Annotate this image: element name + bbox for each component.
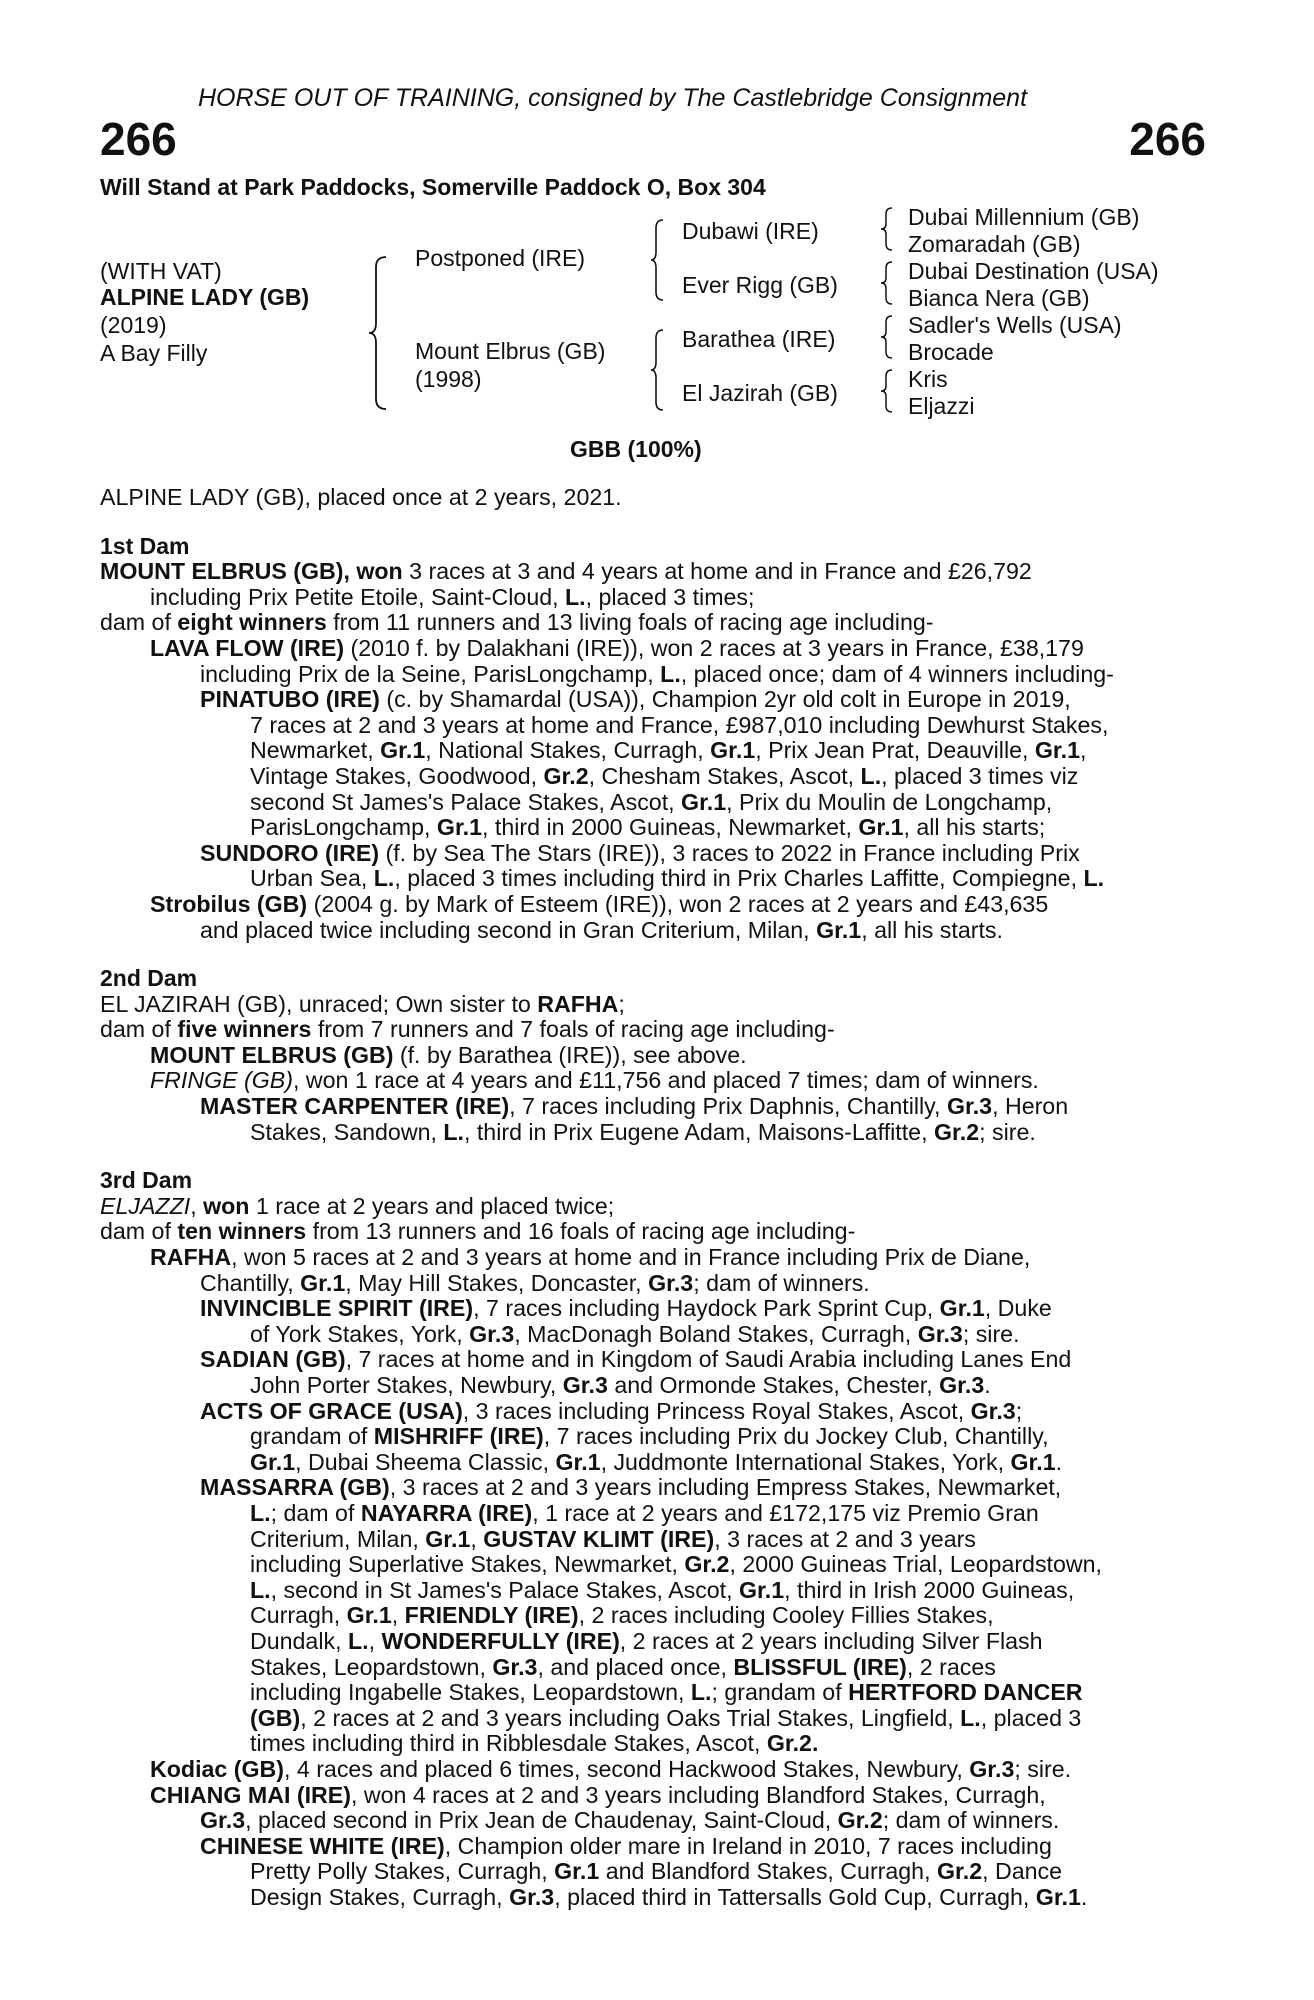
dam-line: ELJAZZI, won 1 race at 2 years and placed twice;	[100, 1192, 615, 1219]
produce-entry-cont: Stakes, Leopardstown, Gr.3, and placed once, BLISSFUL (IRE), 2 races	[250, 1653, 996, 1680]
produce-entry: MASSARRA (GB), 3 races at 2 and 3 years including Empress Stakes, Newmarket,	[200, 1474, 1062, 1501]
produce-entry-cont: Urban Sea, L., placed 3 times including third in Prix Charles Laffitte, Compiegne, L.	[250, 865, 1105, 892]
sire-dam: Ever Rigg (GB)	[682, 272, 838, 298]
produce-entry-cont: ParisLongchamp, Gr.1, third in 2000 Guineas, Newmarket, Gr.1, all his starts;	[250, 814, 1046, 841]
produce-entry-cont: Chantilly, Gr.1, May Hill Stakes, Doncaster, Gr.3; dam of winners.	[200, 1269, 870, 1296]
gg-3: Dubai Destination (USA)	[908, 258, 1159, 284]
produce-entry: SADIAN (GB), 7 races at home and in Kingdom of Saudi Arabia including Lanes End	[200, 1346, 1072, 1373]
produce-entry-cont: Gr.1, Dubai Sheema Classic, Gr.1, Juddmonte International Stakes, York, Gr.1.	[250, 1448, 1063, 1475]
horse-name: ALPINE LADY (GB)	[100, 284, 310, 310]
produce-entry: ACTS OF GRACE (USA), 3 races including Princess Royal Stakes, Ascot, Gr.3;	[200, 1397, 1023, 1424]
section-heading-2nd-dam: 2nd Dam	[100, 965, 198, 992]
lot-number-left: 266	[100, 113, 177, 165]
pedigree-brace-dam	[650, 328, 666, 412]
produce-entry: LAVA FLOW (IRE) (2010 f. by Dalakhani (IRE)), won 2 races at 3 years in France, £38,179	[150, 634, 1084, 661]
dam-dam: El Jazirah (GB)	[682, 380, 838, 406]
vat-label: (WITH VAT)	[100, 258, 222, 284]
intro-line: ALPINE LADY (GB), placed once at 2 years, 2021.	[100, 484, 622, 510]
produce-entry-cont: times including third in Ribblesdale Stakes, Ascot, Gr.2.	[250, 1730, 819, 1757]
dam-sire: Barathea (IRE)	[682, 326, 836, 352]
produce-entry-cont: L., second in St James's Palace Stakes, Ascot, Gr.1, third in Irish 2000 Guineas,	[250, 1576, 1075, 1603]
produce-entry: CHIANG MAI (IRE), won 4 races at 2 and 3 years including Blandford Stakes, Curragh,	[150, 1781, 1046, 1808]
horse-description: A Bay Filly	[100, 340, 208, 366]
section-heading-3rd-dam: 3rd Dam	[100, 1167, 193, 1194]
produce-entry-cont: Criterium, Milan, Gr.1, GUSTAV KLIMT (IRE), 3 races at 2 and 3 years	[250, 1525, 976, 1552]
produce-entry-cont: including Ingabelle Stakes, Leopardstown, L.; grandam of HERTFORD DANCER	[250, 1679, 1083, 1706]
produce-entry-cont: Gr.3, placed second in Prix Jean de Chaudenay, Saint-Cloud, Gr.2; dam of winners.	[200, 1807, 1060, 1834]
produce-entry-cont: Pretty Polly Stakes, Curragh, Gr.1 and Blandford Stakes, Curragh, Gr.2, Dance	[250, 1858, 1063, 1885]
produce-entry-cont: Dundalk, L., WONDERFULLY (IRE), 2 races at 2 years including Silver Flash	[250, 1627, 1043, 1654]
produce-entry-cont: 7 races at 2 and 3 years at home and France, £987,010 including Dewhurst Stakes,	[250, 711, 1109, 738]
pedigree-brace-g2	[880, 260, 894, 306]
gg-1: Dubai Millennium (GB)	[908, 204, 1140, 230]
produce-entry-cont: John Porter Stakes, Newbury, Gr.3 and Ormonde Stakes, Chester, Gr.3.	[250, 1372, 991, 1398]
lot-number-right: 266	[1129, 113, 1206, 165]
catalogue-header: HORSE OUT OF TRAINING, consigned by The Castlebridge Consignment	[198, 84, 1028, 112]
gg-2: Zomaradah (GB)	[908, 231, 1081, 257]
produce-entry: MASTER CARPENTER (IRE), 7 races including Prix Daphnis, Chantilly, Gr.3, Heron	[200, 1093, 1069, 1120]
pedigree-brace-g4	[880, 368, 894, 414]
produce-entry-cont: including Superlative Stakes, Newmarket, Gr.2, 2000 Guineas Trial, Leopardstown,	[250, 1551, 1102, 1578]
horse-year: (2019)	[100, 312, 167, 338]
stand-location: Will Stand at Park Paddocks, Somerville Paddock O, Box 304	[100, 174, 766, 200]
pedigree-brace-main	[368, 255, 392, 411]
produce-entry-cont: Design Stakes, Curragh, Gr.3, placed third in Tattersalls Gold Cup, Curragh, Gr.1.	[250, 1883, 1088, 1910]
produce-entry-cont: Newmarket, Gr.1, National Stakes, Curragh, Gr.1, Prix Jean Prat, Deauville, Gr.1,	[250, 737, 1087, 764]
produce-entry: SUNDORO (IRE) (f. by Sea The Stars (IRE)), 3 races to 2022 in France including Prix	[200, 839, 1080, 866]
dam-produce-line: dam of five winners from 7 runners and 7 foals of racing age including-	[100, 1016, 835, 1043]
pedigree-brace-g3	[880, 314, 894, 360]
produce-entry: Strobilus (GB) (2004 g. by Mark of Esteem (IRE)), won 2 races at 2 years and £43,635	[150, 890, 1049, 917]
produce-entry: PINATUBO (IRE) (c. by Shamardal (USA)), Champion 2yr old colt in Europe in 2019,	[200, 686, 1071, 713]
produce-entry: RAFHA, won 5 races at 2 and 3 years at home and in France including Prix de Diane,	[150, 1244, 1031, 1271]
produce-entry-cont: and placed twice including second in Gran Criterium, Milan, Gr.1, all his starts.	[200, 916, 1003, 943]
sire-name: Postponed (IRE)	[415, 245, 586, 271]
produce-entry-cont: including Prix de la Seine, ParisLongchamp, L., placed once; dam of 4 winners including-	[200, 660, 1114, 687]
produce-entry: Kodiac (GB), 4 races and placed 6 times, second Hackwood Stakes, Newbury, Gr.3; sire.	[150, 1755, 1072, 1782]
produce-entry-cont: grandam of MISHRIFF (IRE), 7 races including Prix du Jockey Club, Chantilly,	[250, 1423, 1049, 1450]
dam-produce-line: dam of ten winners from 13 runners and 16 foals of racing age including-	[100, 1218, 856, 1245]
dam-produce-line: dam of eight winners from 11 runners and 13 living foals of racing age including-	[100, 609, 934, 636]
dam-line: MOUNT ELBRUS (GB), won 3 races at 3 and 4 years at home and in France and £26,792	[100, 558, 1032, 585]
section-heading-1st-dam: 1st Dam	[100, 532, 190, 559]
sire-sire: Dubawi (IRE)	[682, 218, 819, 244]
produce-entry: MOUNT ELBRUS (GB) (f. by Barathea (IRE)), see above.	[150, 1041, 747, 1068]
produce-entry-cont: of York Stakes, York, Gr.3, MacDonagh Boland Stakes, Curragh, Gr.3; sire.	[250, 1320, 1020, 1347]
produce-entry-cont: second St James's Palace Stakes, Ascot, Gr.1, Prix du Moulin de Longchamp,	[250, 788, 1053, 815]
gg-6: Brocade	[908, 339, 994, 365]
dam-line: EL JAZIRAH (GB), unraced; Own sister to RAFHA;	[100, 990, 625, 1017]
dam-year: (1998)	[415, 366, 482, 392]
produce-entry: FRINGE (GB), won 1 race at 4 years and £11,756 and placed 7 times; dam of winners.	[150, 1067, 1039, 1094]
produce-entry-cont: (GB), 2 races at 2 and 3 years including Oaks Trial Stakes, Lingfield, L., placed 3	[250, 1704, 1082, 1731]
dam-name: Mount Elbrus (GB)	[415, 338, 606, 364]
produce-entry-cont: Vintage Stakes, Goodwood, Gr.2, Chesham Stakes, Ascot, L., placed 3 times viz	[250, 762, 1079, 789]
produce-entry: INVINCIBLE SPIRIT (IRE), 7 races including Haydock Park Sprint Cup, Gr.1, Duke	[200, 1295, 1052, 1322]
gg-5: Sadler's Wells (USA)	[908, 312, 1122, 338]
produce-entry-cont: L.; dam of NAYARRA (IRE), 1 race at 2 years and £172,175 viz Premio Gran	[250, 1499, 1039, 1526]
gg-4: Bianca Nera (GB)	[908, 285, 1090, 311]
catalogue-body	[100, 485, 1206, 1910]
gg-8: Eljazzi	[908, 393, 975, 419]
pedigree-brace-g1	[880, 206, 894, 252]
inbreeding-label: GBB (100%)	[570, 436, 702, 462]
pedigree-brace-sire	[650, 218, 666, 302]
gg-7: Kris	[908, 366, 948, 392]
produce-entry-cont: Stakes, Sandown, L., third in Prix Eugene Adam, Maisons-Laffitte, Gr.2; sire.	[250, 1118, 1036, 1145]
produce-entry: CHINESE WHITE (IRE), Champion older mare in Ireland in 2010, 7 races including	[200, 1832, 1052, 1859]
produce-entry-cont: Curragh, Gr.1, FRIENDLY (IRE), 2 races including Cooley Fillies Stakes,	[250, 1602, 994, 1629]
dam-line-cont: including Prix Petite Etoile, Saint-Cloud, L., placed 3 times;	[150, 583, 755, 610]
